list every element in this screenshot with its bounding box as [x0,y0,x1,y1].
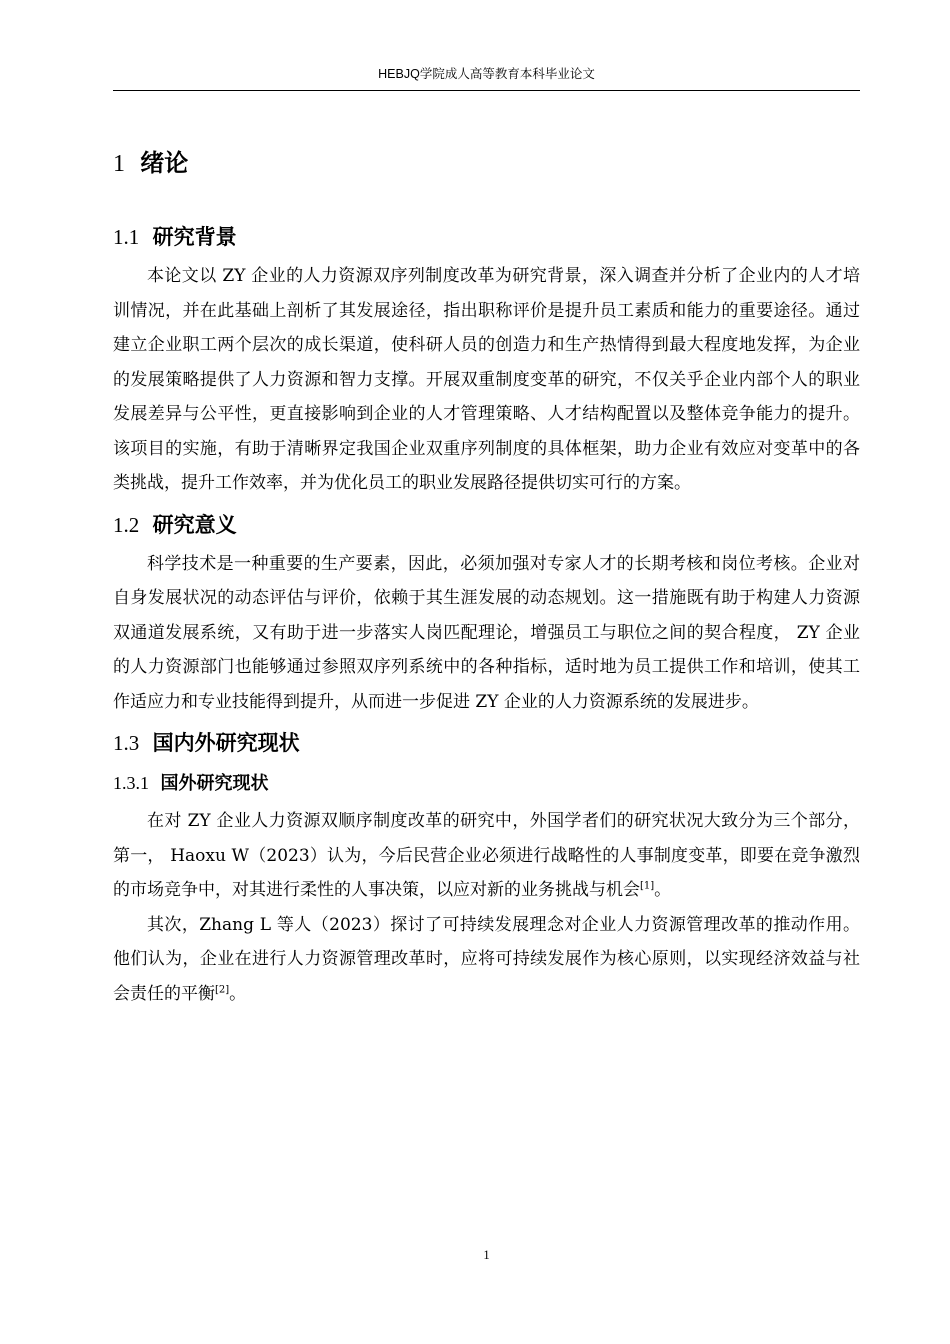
subsection-number: 1.3.1 [113,773,149,793]
section-heading-1-3 [113,723,860,763]
subsection-heading-1-3-1 [113,765,860,802]
section-heading-1-1 [113,217,860,257]
section-title: 研究意义 [152,512,237,537]
subsection-title: 国外研究现状 [160,773,269,794]
paragraph-foreign-research-1 [113,804,860,908]
chapter-heading [113,140,860,187]
paragraph-foreign-research-2 [113,908,860,1012]
chapter-number: 1 [113,151,125,177]
citation-ref: [2] [215,983,230,995]
paragraph-end: 。 [229,983,247,1004]
section-number: 1.1 [113,225,140,249]
page-number: 1 [483,1248,490,1262]
running-header: HEBJQ学院成人高等教育本科毕业论文 [378,67,595,81]
section-heading-1-2 [113,505,860,545]
section-title: 国内外研究现状 [152,731,300,755]
section-number: 1.3 [113,731,140,755]
paragraph-text: 在对 ZY 企业人力资源双顺序制度改革的研究中，外国学者们的研究状况大致分为三个部分，第一， Haoxu W（2023）认为，今后民营企业必须进行战略性的人事制度变革，即要在竞争激烈的市场竞争中，对其进行柔性的人事决策，以应对新的业务挑战与机会 [113,811,860,900]
paragraph-end: 。 [654,880,672,900]
page-body [113,140,860,1011]
paragraph-significance: 科学技术是一种重要的生产要素，因此，必须加强对专家人才的长期考核和岗位考核。企业对自身发展状况的动态评估与评价，依赖于其生涯发展的动态规划。这一措施既有助于构建人力资源双通道发展系统，又有助于进一步落实人岗匹配理论，增强员工与职位之间的契合程度， ZY 企业的人力资源部门也能够通过参照双序列系统中的各种指标，适时地为员工提供工作和培训，使其工作适应力和专业技能得到提升，从而进一步促进 ZY 企业的人力资源系统的发展进步。 [113,553,860,712]
section-title: 研究背景 [152,225,237,249]
section-number: 1.2 [113,512,140,537]
header-rule [113,90,860,91]
paragraph-text: 其次，Zhang L 等人（2023）探讨了可持续发展理念对企业人力资源管理改革的推动作用。他们认为，企业在进行人力资源管理改革时，应将可持续发展作为核心原则，以实现经济效益与社会责任的平衡 [113,914,860,1004]
paragraph-background: 本论文以 ZY 企业的人力资源双序列制度改革为研究背景，深入调查并分析了企业内的人才培训情况，并在此基础上剖析了其发展途径，指出职称评价是提升员工素质和能力的重要途径。通过建立企业职工两个层次的成长渠道，使科研人员的创造力和生产热情得到最大程度地发挥，为企业的发展策略提供了人力资源和智力支撑。开展双重制度变革的研究，不仅关乎企业内部个人的职业发展差异与公平性，更直接影响到企业的人才管理策略、人才结构配置以及整体竞争能力的提升。该项目的实施，有助于清晰界定我国企业双重序列制度的具体框架，助力企业有效应对变革中的各类挑战，提升工作效率，并为优化员工的职业发展路径提供切实可行的方案。 [113,266,860,493]
citation-ref: [1] [640,880,655,892]
chapter-title: 绪论 [140,149,189,177]
